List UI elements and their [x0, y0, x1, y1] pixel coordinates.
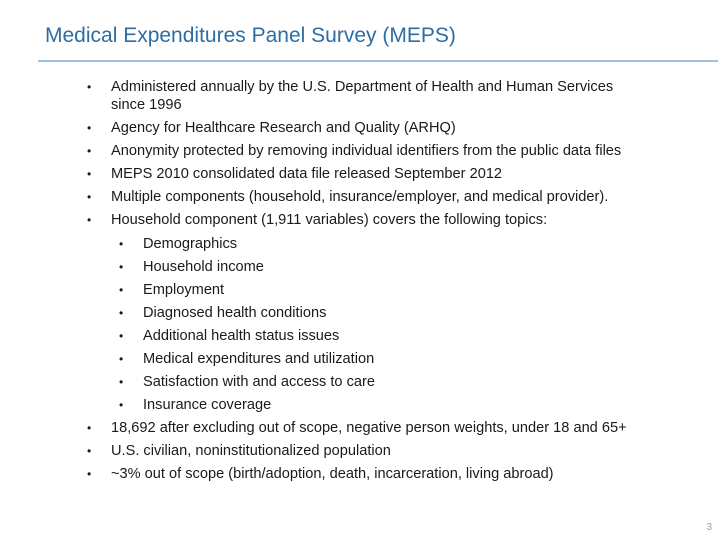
sub-bullet-icon: • — [119, 237, 124, 251]
topic-item: Employment — [143, 282, 225, 298]
list-item-continuation: since 1996 — [111, 97, 182, 113]
bullet-icon: • — [87, 80, 92, 94]
slide-title: Medical Expenditures Panel Survey (MEPS) — [45, 24, 456, 47]
sub-bullet-icon: • — [119, 283, 124, 297]
bullet-icon: • — [87, 421, 92, 435]
sub-bullet-icon: • — [119, 375, 124, 389]
list-item: Household component (1,911 variables) covers the following topics: — [111, 212, 548, 228]
topic-item: Diagnosed health conditions — [143, 305, 327, 321]
sub-bullet-icon: • — [119, 329, 124, 343]
list-item: Agency for Healthcare Research and Quality (ARHQ) — [111, 120, 456, 136]
title-underline — [38, 60, 718, 62]
sub-bullet-icon: • — [119, 398, 124, 412]
list-item: Anonymity protected by removing individual identifiers from the public data files — [111, 143, 622, 159]
list-item: U.S. civilian, noninstitutionalized population — [111, 443, 391, 459]
bullet-icon: • — [87, 167, 92, 181]
list-item: Multiple components (household, insurance/employer, and medical provider). — [111, 189, 609, 205]
bullet-icon: • — [87, 467, 92, 481]
topic-item: Demographics — [143, 236, 238, 252]
topic-item: Additional health status issues — [143, 328, 340, 344]
bullet-icon: • — [87, 444, 92, 458]
list-item: Administered annually by the U.S. Department of Health and Human Services — [111, 79, 614, 95]
sub-bullet-icon: • — [119, 352, 124, 366]
sub-bullet-icon: • — [119, 306, 124, 320]
list-item: ~3% out of scope (birth/adoption, death, incarceration, living abroad) — [111, 466, 554, 482]
bullet-icon: • — [87, 121, 92, 135]
sub-bullet-icon: • — [119, 260, 124, 274]
bullet-icon: • — [87, 190, 92, 204]
list-item: 18,692 after excluding out of scope, negative person weights, under 18 and 65+ — [111, 420, 627, 436]
bullet-icon: • — [87, 144, 92, 158]
bullet-icon: • — [87, 213, 92, 227]
topic-item: Medical expenditures and utilization — [143, 351, 375, 367]
page-number: 3 — [706, 522, 712, 533]
topic-item: Satisfaction with and access to care — [143, 374, 375, 390]
topic-item: Household income — [143, 259, 264, 275]
list-item: MEPS 2010 consolidated data file released September 2012 — [111, 166, 503, 182]
topic-item: Insurance coverage — [143, 397, 272, 413]
